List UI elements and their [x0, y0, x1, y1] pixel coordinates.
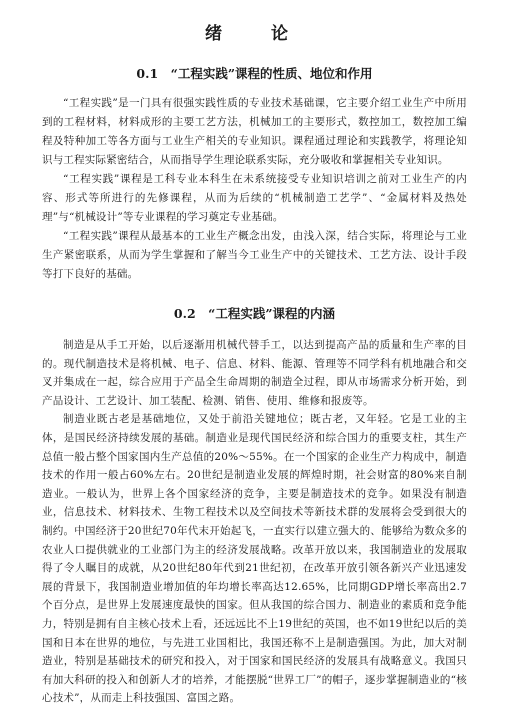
paragraph: “工程实践”是一门具有很强实践性质的专业技术基础课，它主要介绍工业生产中所用到的工程材料，材料成形的主要工艺方法，机械加工的主要形式，数控加工，数控加工编程及特种加工等各方面与工业生产相关的专业知识。课程通过理论和实践教学，将理论知识与工程实际紧密结合，从而指导学生理论联系实际，充分吸收和掌握相关专业知识。: [42, 97, 467, 166]
section-body-0-2: [42, 336, 467, 708]
paragraph: “工程实践”课程从最基本的工业生产概念出发，由浅入深，结合实际，将理论与工业生产紧密联系，从而为学生掌握和了解当今工业生产中的关键技术、工艺方法、设计手段等打下良好的基础。: [42, 230, 467, 280]
chapter-title: 绪 论: [205, 24, 304, 44]
paragraph: 制造业既古老是基础地位，又处于前沿关键地位；既古老，又年轻。它是工业的主体，是国民经济持续发展的基础。制造业是现代国民经济和综合国力的重要支柱，其生产总值一般占整个国家国内生产总值的20%～55%。在一个国家的企业生产力构成中，制造技术的作用一般占60%左右。20世纪是制造业发展的辉煌时期，社会财富的80%来自制造业。一般认为，世界上各个国家经济的竞争，主要是制造技术的竞争。如果没有制造业，信息技术、材料技术、生物工程技术以及空间技术等新技术群的发展将会受到很大的制约。中国经济于20世纪70年代末开始起飞，一直实行以建立强大的、能够给为数众多的农业人口提供就业的工业部门为主的经济发展战略。改革开放以来，我国制造业的发展取得了令人瞩目的成就，从20世纪80年代到21世纪初，在改革开放引领各新兴产业迅速发展的背景下，我国制造业增加值的年均增长率高达12.65%，比同期GDP增长率高出2.7个百分点，是世界上发展速度最快的国家。但从我国的综合国力、制造业的素质和竞争能力，特别是拥有自主核心技术上看，还远远比不上19世纪的英国，也不如19世纪以后的美国和日本在世界的地位，与先进工业国相比，我国还称不上是制造强国。为此，加大对制造业，特别是基础技术的研究和投入，对于国家和国民经济的发展具有战略意义。我国只有加大科研的投入和创新人才的培养，才能摆脱“世界工厂”的帽子，逐步掌握制造业的“核心技术”，从而走上科技强国、富国之路。: [42, 413, 467, 705]
section-heading-0-2: 0.2 “工程实践”课程的内涵: [173, 306, 336, 321]
paragraph: “工程实践”课程是工科专业本科生在未系统接受专业知识培训之前对工业生产的内容、形式等所进行的先修课程，从而为后续的“机械制造工艺学”、“金属材料及热处理”与“机械设计”等专业课程的学习奠定专业基础。: [42, 173, 467, 223]
section-heading-0-1: 0.1 “工程实践”课程的性质、地位和作用: [136, 66, 373, 81]
paragraph: 制造是从手工开始，以后逐渐用机械代替手工，以达到提高产品的质量和生产率的目的。现代制造技术是将机械、电子、信息、材料、能源、管理等不同学科有机地融合和交叉并集成在一起，综合应用于产品全生命周期的制造全过程，即从市场需求分析开始，到产品设计、工艺设计、加工装配、检测、销售、使用、维修和报废等。: [42, 339, 467, 407]
section-body-0-1: [42, 94, 467, 284]
